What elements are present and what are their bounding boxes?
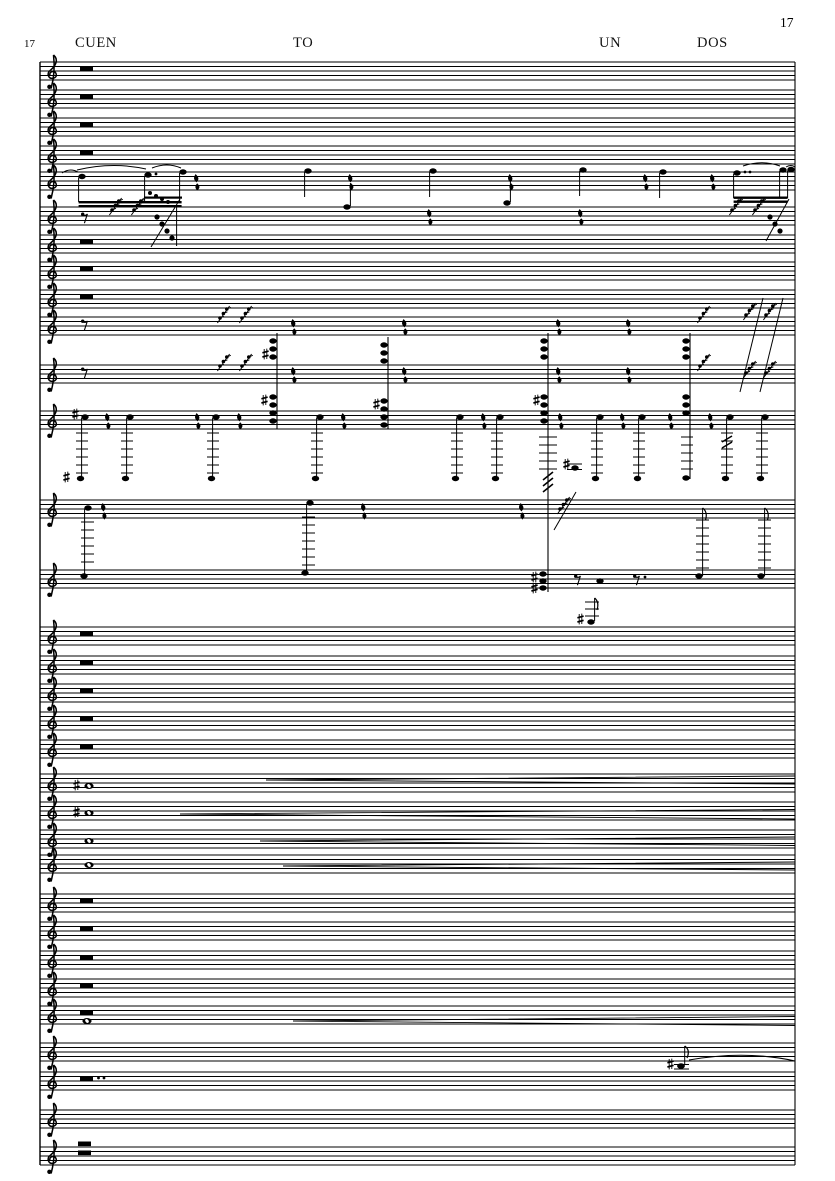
staff-10 bbox=[40, 310, 795, 344]
tie bbox=[743, 163, 795, 167]
whole-note bbox=[84, 862, 93, 868]
staff-7 bbox=[40, 228, 795, 262]
staff-3 bbox=[40, 111, 795, 145]
lyric-syllable-dos: DOS bbox=[697, 35, 728, 51]
whole-note bbox=[84, 810, 93, 816]
dotted-rest bbox=[80, 1077, 105, 1082]
staff-26 bbox=[40, 944, 795, 978]
whole-note bbox=[84, 838, 93, 844]
staff-18 bbox=[40, 705, 795, 739]
staff-24 bbox=[40, 887, 795, 921]
whole-note bbox=[84, 783, 93, 789]
tied-eighth-figure bbox=[667, 1046, 795, 1069]
whole-note bbox=[82, 1018, 91, 1024]
whole-rest bbox=[80, 1011, 93, 1016]
staff-8 bbox=[40, 255, 795, 289]
staff-32 bbox=[40, 1140, 795, 1174]
staff-15 bbox=[40, 620, 795, 654]
measure-number: 17 bbox=[24, 38, 35, 50]
staff-2 bbox=[40, 83, 795, 117]
inner-voice-upper bbox=[81, 306, 711, 336]
chord-column bbox=[681, 333, 693, 481]
staff-5 bbox=[40, 165, 795, 199]
staff-16 bbox=[40, 649, 795, 683]
lyric-syllable-cuen: CUEN bbox=[75, 35, 117, 51]
lyric-syllable-un: UN bbox=[599, 35, 622, 51]
lyric-syllable-to: TO bbox=[293, 35, 314, 51]
stacked-rests bbox=[78, 1142, 91, 1156]
inner-voice-lower bbox=[81, 298, 783, 392]
staff-27 bbox=[40, 972, 795, 1006]
staff-19 bbox=[40, 733, 795, 767]
staff-31 bbox=[40, 1103, 795, 1137]
sustained-voice-low bbox=[80, 1011, 795, 1026]
staff-14 bbox=[40, 563, 795, 597]
staff-12 bbox=[40, 404, 795, 438]
staff-1 bbox=[40, 55, 795, 89]
staff-9 bbox=[40, 283, 795, 317]
staff-11 bbox=[40, 358, 795, 392]
staff-25 bbox=[40, 915, 795, 949]
staff-13 bbox=[40, 493, 795, 527]
staff-20 bbox=[40, 767, 795, 801]
sustained-voices bbox=[73, 776, 795, 870]
ladder-voice-lower bbox=[574, 575, 646, 625]
chord-column bbox=[261, 333, 277, 429]
tremolo-slashes bbox=[543, 472, 553, 492]
eighth-rest bbox=[81, 213, 87, 224]
page-number: 17 bbox=[780, 15, 794, 30]
crescendo-hairpin bbox=[260, 837, 795, 846]
ladder-voice-upper bbox=[80, 492, 771, 579]
staff-17 bbox=[40, 677, 795, 711]
staff-30 bbox=[40, 1065, 795, 1099]
staff-28 bbox=[40, 999, 795, 1033]
